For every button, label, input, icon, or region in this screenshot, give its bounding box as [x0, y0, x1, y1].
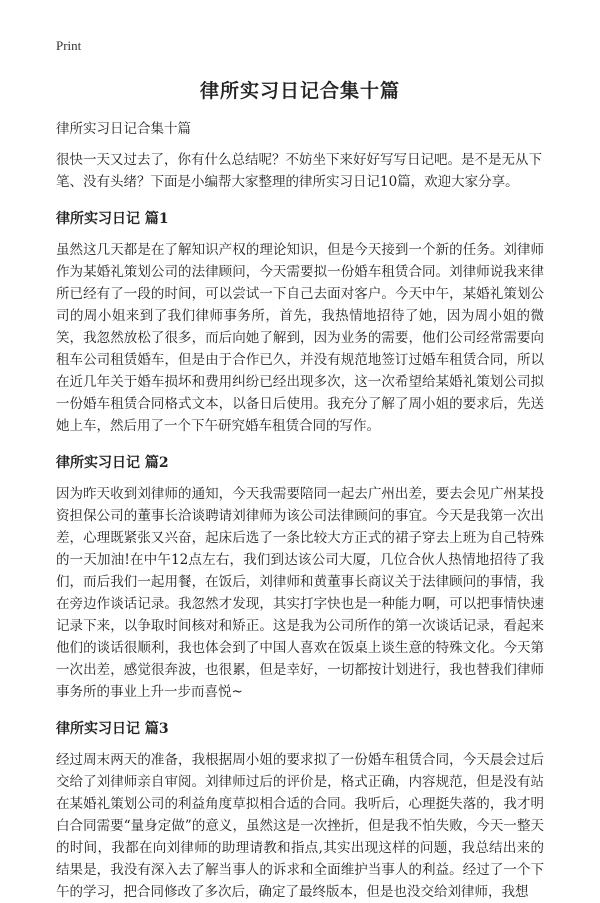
section-body-2: 因为昨天收到刘律师的通知，今天我需要陪同一起去广州出差，要去会见广州某投资担保公司的董事长洽谈聘请刘律师为该公司法律顾问的事宜。今天是我第一次出差，心理既紧张又兴奋，起床后选了一条比较大方正式的裙子穿去上班为自己特殊的一天加油!在中午12点左右，我们到达该公司大厦，几位合伙人热情地招待了我们，而后我们一起用餐，在饭后，刘律师和黄董事长商议关于法律顾问的事情，我在旁边作谈话记录。我忽然才发现，其实打字快也是一种能力啊，可以把事情快速记录下来，以争取时间核对和矫正。这是我为公司所作的第一次谈话记录，看起来他们的谈话很顺利，我也体会到了中国人喜欢在饭桌上谈生意的特殊文化。今天第一次出差，感觉很奔波，也很累，但是幸好，一切都按计划进行，我也替我们律师事务所的事业上升一步而喜悦~ — [56, 486, 544, 700]
print-link[interactable]: Print — [56, 38, 82, 53]
section-heading-2: 律所实习日记 篇2 — [56, 455, 169, 471]
section-body-3: 经过周末两天的准备，我根据周小姐的要求拟了一份婚车租赁合同，今天晨会过后交给了刘律师亲自审阅。刘律师过后的评价是，格式正确，内容规范，但是没有站在某婚礼策划公司的利益角度草拟相合适的合同。我听后，心理挺失落的，我才明白合同需要“量身定做”的意义，虽然这是一次挫折，但是我不怕失败，今天一整天的时间，我都在向刘律师的助理请教和指点,其实出现这样的问题，我总结出来的结果是，我没有深入去了解当事人的诉求和全面维护当事人的利益。经过了一个下午的学习，把合同修改了多次后，确定了最终版本，但是也没交给刘律师，我想 — [56, 752, 544, 900]
section-heading-1: 律所实习日记 篇1 — [56, 211, 169, 227]
document-title: 律所实习日记合集十篇 — [199, 80, 400, 102]
section-body-1: 虽然这几天都是在了解知识产权的理论知识，但是今天接到一个新的任务。刘律师作为某婚礼策划公司的法律顾问，今天需要拟一份婚车租赁合同。刘律师说我来律所已经有了一段的时间，可以尝试一下自己去面对客户。今天中午，某婚礼策划公司的周小姐来到了我们律师事务所，首先，我热情地招待了她，因为周小姐的微笑，我忽然放松了很多，而后向她了解到，因为业务的需要，他们公司经常需要向租车公司租赁婚车，但是由于合作已久，并没有规范地签订过婚车租赁合同，所以在近几年关于婚车损坏和费用纠纷已经出现多次，这一次希望给某婚礼策划公司拟一份婚车租赁合同格式文本，以备日后使用。我充分了解了周小姐的要求后，先送她上车，然后用了一个下午研究婚车租赁合同的写作。 — [56, 242, 544, 434]
section-heading-3: 律所实习日记 篇3 — [56, 721, 169, 737]
intro-paragraph: 很快一天又过去了，你有什么总结呢？不妨坐下来好好写写日记吧。是不是无从下笔、没有头绪？下面是小编帮大家整理的律所实习日记10篇，欢迎大家分享。 — [56, 152, 542, 190]
document-subtitle: 律所实习日记合集十篇 — [56, 121, 191, 137]
